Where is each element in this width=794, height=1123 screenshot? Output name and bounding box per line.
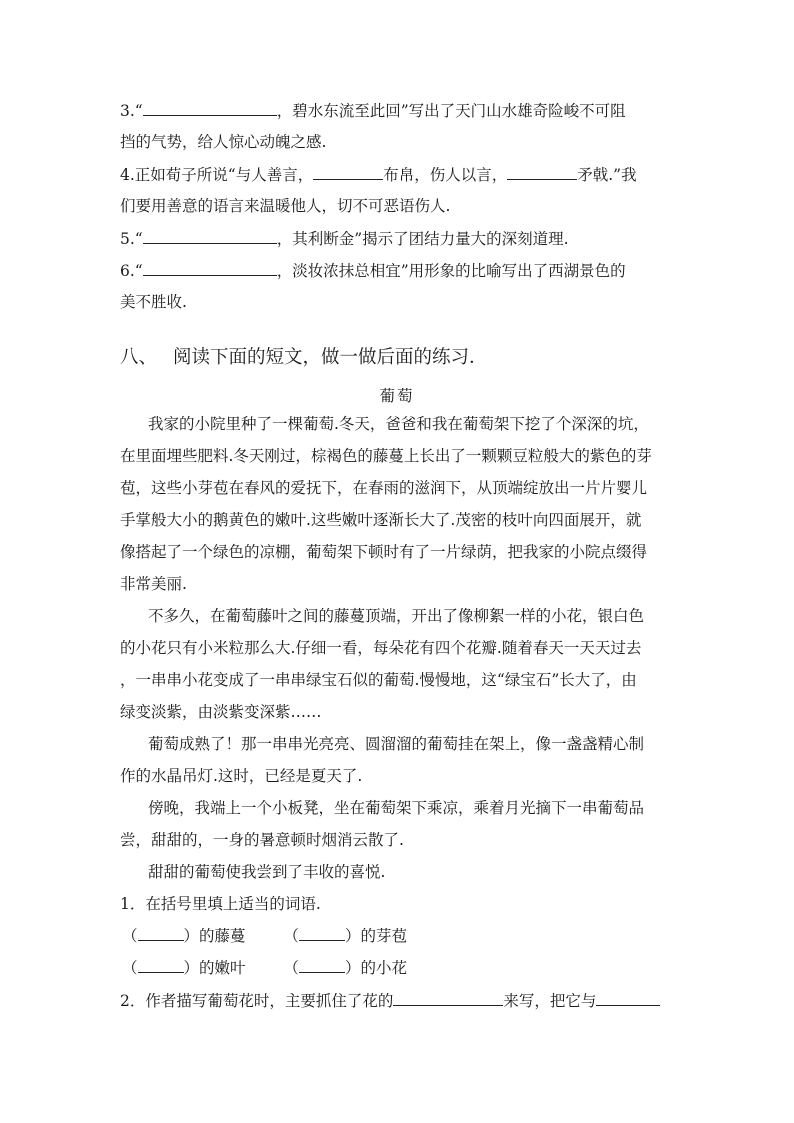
passage-line: 傍晚，我端上一个小板凳，坐在葡萄架下乘凉，乘着月光摘下一串葡萄品 — [148, 799, 645, 817]
answer-blank-6[interactable] — [143, 260, 277, 276]
passage-line: 手掌般大小的鹅黄色的嫩叶.这些嫩叶逐渐长大了.茂密的枝叶向四面展开，就 — [120, 511, 642, 529]
passage-line: 尝，甜甜的，一身的暑意顿时烟消云散了. — [120, 831, 404, 849]
question-5-prefix: 5.“ — [120, 230, 143, 248]
question-3-text: ，碧水东流至此回”写出了天门山水雄奇险峻不可阻 — [276, 102, 626, 120]
paren-blank[interactable] — [138, 958, 184, 973]
question-4 — [120, 164, 637, 185]
question-6-text: ，淡妆浓抹总相宜”用形象的比喻写出了西湖景色的 — [276, 262, 626, 280]
answer-blank-5[interactable] — [143, 228, 277, 244]
fill-item-label: 的小花 — [360, 959, 407, 977]
question-4-mid: 布帛，伤人以言， — [383, 166, 508, 184]
question-6 — [120, 260, 626, 281]
passage-line: 绿变淡紫，由淡紫变深紫…… — [120, 703, 322, 721]
passage-line: 的小花只有小米粒那么大.仔细一看，每朵花有四个花瓣.随着春天一天天过去 — [120, 639, 642, 657]
paren-blank[interactable] — [299, 926, 345, 941]
exercise-1-row-2 — [122, 958, 407, 978]
passage-title: 葡萄 — [379, 387, 415, 405]
question-3 — [120, 100, 626, 121]
passage-line: 我家的小院里种了一棵葡萄.冬天，爸爸和我在葡萄架下挖了个深深的坑， — [148, 415, 649, 433]
answer-blank-ex2b[interactable] — [596, 990, 660, 1006]
question-4-suffix: 矛戟.”我 — [577, 166, 637, 184]
section-title: 阅读下面的短文，做一做后面的练习． — [173, 347, 488, 368]
question-6-continuation: 美不胜收. — [120, 293, 187, 311]
question-3-prefix: 3.“ — [120, 102, 143, 120]
exercise-2-mid: 来写，把它与 — [503, 992, 597, 1010]
question-5 — [120, 228, 569, 249]
fill-item-label: 的嫩叶 — [199, 959, 246, 977]
question-4-continuation: 们要用善意的语言来温暖他人，切不可恶语伤人. — [120, 197, 451, 215]
question-6-prefix: 6.“ — [120, 262, 143, 280]
passage-line: 甜甜的葡萄使我尝到了丰收的喜悦. — [148, 863, 386, 881]
passage-line: 在里面埋些肥料.冬天刚过，棕褐色的藤蔓上长出了一颗颗豆粒般大的紫色的芽 — [120, 447, 652, 465]
passage-line: 非常美丽. — [120, 575, 187, 593]
exercise-1-row-1 — [122, 926, 407, 946]
section-8-heading — [120, 346, 488, 370]
question-4-prefix: 4.正如荀子所说“与人善言， — [120, 166, 314, 184]
answer-blank-4b[interactable] — [507, 164, 577, 180]
answer-blank-4a[interactable] — [313, 164, 383, 180]
passage-line: ，一串串小花变成了一串串绿宝石似的葡萄.慢慢地，这“绿宝石”长大了，由 — [120, 671, 637, 689]
passage-line: 不多久，在葡萄藤叶之间的藤蔓顶端，开出了像柳絮一样的小花，银白色 — [148, 607, 645, 625]
fill-item-label: 的芽苞 — [360, 927, 407, 945]
fill-blank-4[interactable]: （ ） — [283, 959, 361, 977]
passage-line: 像搭起了一个绿色的凉棚，葡萄架下顿时有了一片绿荫，把我家的小院点缀得 — [120, 543, 648, 561]
fill-blank-1[interactable]: （ ） — [122, 927, 200, 945]
section-number: 八、 — [120, 347, 158, 368]
fill-blank-2[interactable]: （ ） — [283, 927, 361, 945]
paren-blank[interactable] — [138, 926, 184, 941]
passage-line: 作的水晶吊灯.这时，已经是夏天了. — [120, 767, 363, 785]
answer-blank-3[interactable] — [143, 100, 277, 116]
passage-line: 苞，这些小芽苞在春风的爱抚下，在春雨的滋润下，从顶端绽放出一片片婴儿 — [120, 479, 648, 497]
fill-item-label: 的藤蔓 — [199, 927, 246, 945]
exercise-1-prompt: 1．在括号里填上适当的词语. — [120, 895, 321, 913]
question-3-continuation: 挡的气势，给人惊心动魄之感. — [120, 133, 327, 151]
paren-blank[interactable] — [299, 958, 345, 973]
passage-line: 葡萄成熟了！那一串串光亮亮、圆溜溜的葡萄挂在架上，像一盏盏精心制 — [148, 735, 645, 753]
exercise-2-prefix: 2．作者描写葡萄花时，主要抓住了花的 — [120, 992, 394, 1010]
fill-blank-3[interactable]: （ ） — [122, 959, 200, 977]
answer-blank-ex2a[interactable] — [393, 990, 503, 1006]
question-5-text: ，其利断金”揭示了团结力量大的深刻道理. — [276, 230, 569, 248]
exercise-2 — [120, 990, 660, 1011]
